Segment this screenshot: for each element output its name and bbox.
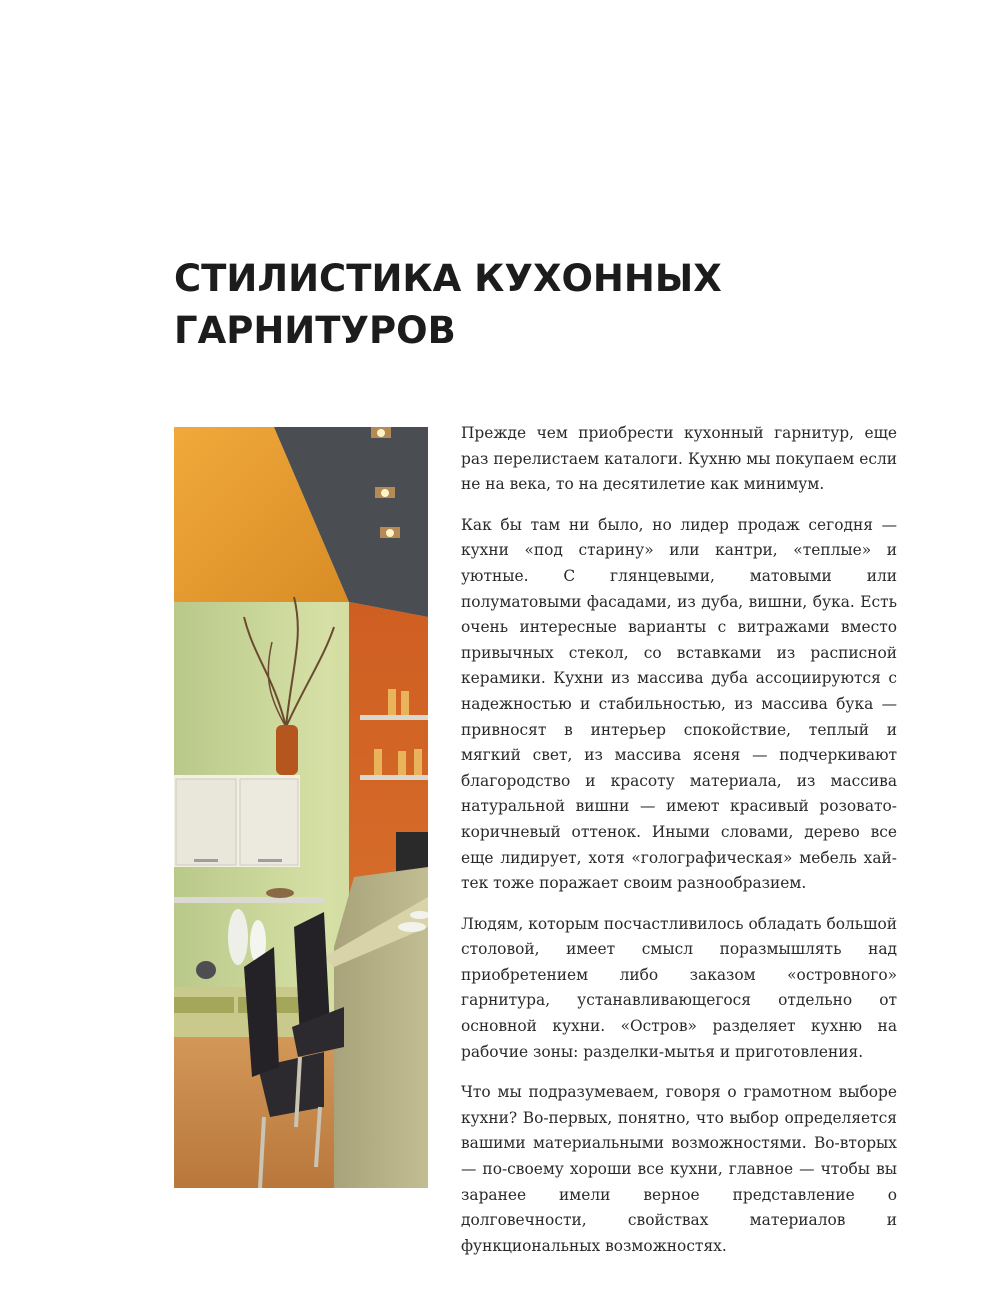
article-body bbox=[461, 421, 897, 1259]
page-title-line-1: СТИЛИСТИКА КУХОННЫХ bbox=[174, 257, 722, 300]
page-title-line-2: ГАРНИТУРОВ bbox=[174, 309, 456, 352]
paragraph-3: Людям, которым посчастливилось обладать большой столовой, имеет смысл поразмышлять над приобретением либо заказом «островного» гарнитура, устанавливающегося отдельно от основной кухни. «Остров» разделяет кухню на рабочие зоны: разделки-мытья и приготовления. bbox=[461, 914, 897, 1061]
paragraph-1: Прежде чем приобрести кухонный гарнитур, еще раз перелистаем каталоги. Кухню мы покупаем если не на века, то на десятилетие как минимум. bbox=[461, 424, 897, 494]
page-title bbox=[174, 253, 894, 357]
kitchen-interior-illustration bbox=[174, 427, 428, 1188]
paragraph-2: Как бы там ни было, но лидер продаж сегодня — кухни «под старину» или кантри, «теплые» и уютные. С глянцевыми, матовыми или полуматовыми фасадами, из дуба, вишни, бука. Есть очень интересные варианты с витражами вместо привычных стекол, со вставками из расписной керамики. Кухни из массива дуба ассоциируются с надежностью и стабильностью, из массива бука — привносят в интерьер спокойствие, теплый и мягкий свет, из массива ясеня — подчеркивают благородство и красоту материала, из массива натуральной вишни — имеют красивый розовато-коричневый оттенок. Иными словами, дерево все еще лидирует, хотя «голографическая» мебель хай-тек тоже поражает своим разнообразием. bbox=[461, 515, 897, 893]
kitchen-photo bbox=[174, 427, 428, 1188]
paragraph-4: Что мы подразумеваем, говоря о грамотном выборе кухни? Во-первых, понятно, что выбор определяется вашими материальными возможностями. Во-вторых — по-своему хороши все кухни, главное — чтобы вы заранее имели верное представление о долговечности, свойствах материалов и функциональных возможностях. bbox=[461, 1083, 897, 1255]
